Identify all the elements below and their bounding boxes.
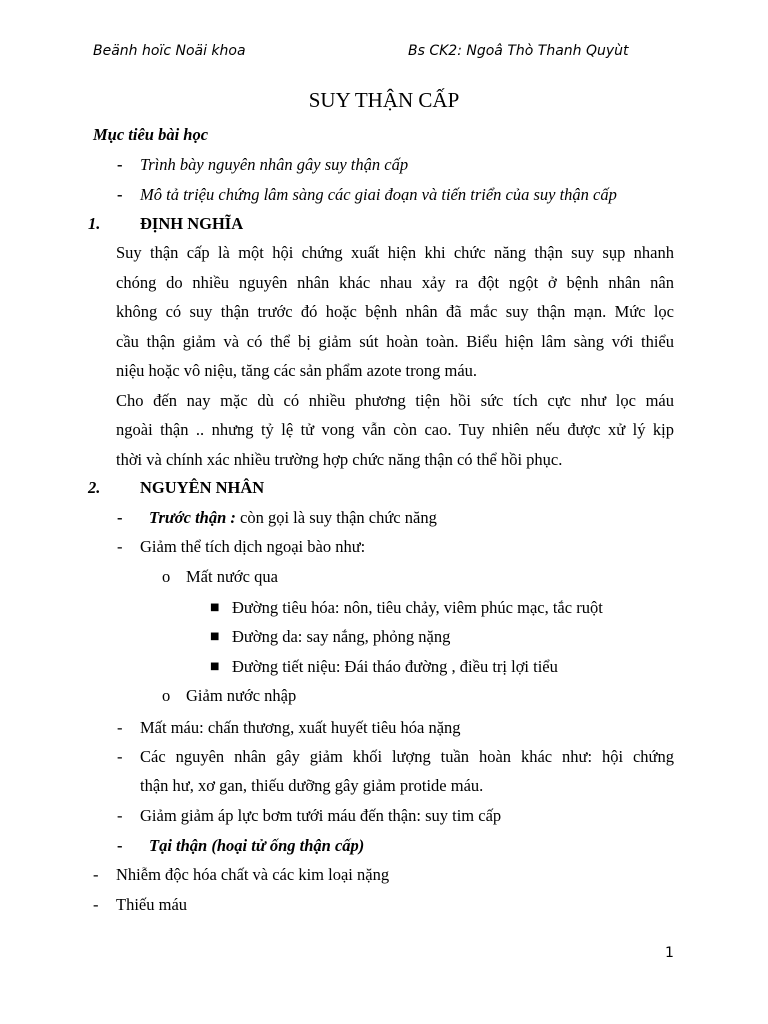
definition-line: chóng do nhiều nguyên nhân khác nhau xảy ra đột ngột ở bệnh nhân nân — [116, 273, 674, 292]
square-bullet: ■ — [210, 602, 220, 613]
route-item: Đường tiết niệu: Đái tháo đường , điều trị lợi tiểu — [232, 657, 558, 676]
definition-line: niệu hoặc vô niệu, tăng các sản phẩm azote trong máu. — [116, 361, 478, 380]
perfusion-item: Giảm giảm áp lực bơm tưới máu đến thận: suy tim cấp — [140, 806, 502, 825]
definition-line: Suy thận cấp là một hội chứng xuất hiện khi chức năng thận suy sụp nhanh — [116, 243, 674, 262]
anemia-item: Thiếu máu — [116, 895, 188, 914]
volume-loss-item: Giảm thể tích dịch ngoại bào như: — [140, 537, 366, 556]
prerenal-item — [149, 508, 437, 528]
section2-title: NGUYÊN NHÂN — [140, 478, 265, 497]
prognosis-line: ngoài thận .. nhưng tỷ lệ tử vong vẫn còn cao. Tuy nhiên nếu được xử lý kịp — [116, 420, 674, 439]
list-dash: - — [117, 747, 123, 766]
page-title: SUY THẬN CẤP — [308, 88, 460, 112]
section1-title: ĐỊNH NGHĨA — [140, 214, 244, 233]
toxic-item: Nhiễm độc hóa chất và các kim loại nặng — [116, 865, 390, 884]
list-dash: - — [117, 806, 123, 825]
section2-number: 2. — [88, 478, 101, 497]
reduced-intake-item: Giảm nước nhập — [186, 686, 297, 705]
definition-line: cầu thận giảm và có thể bị giảm sút hoàn toàn. Biểu hiện lâm sàng với thiểu — [116, 332, 674, 351]
objective-dash: - — [117, 155, 123, 174]
prerenal-label: Trước thận : — [149, 508, 236, 527]
page-number: 1 — [665, 945, 674, 961]
fluid-loss-item: Mất nước qua — [186, 567, 278, 586]
list-dash: - — [117, 537, 123, 556]
list-dash: - — [117, 508, 123, 527]
list-dash: - — [117, 718, 123, 737]
objective-item: Mô tả triệu chứng lâm sàng các giai đoạn và tiến triển của suy thận cấp — [140, 185, 617, 204]
prognosis-line: Cho đến nay mặc dù có nhiều phương tiện hồi sức tích cực như lọc máu — [116, 391, 674, 410]
objectives-heading: Mục tiêu bài học — [93, 125, 209, 144]
section1-number: 1. — [88, 214, 101, 233]
circle-bullet: o — [162, 567, 171, 586]
list-dash: - — [117, 836, 123, 855]
prerenal-text: còn gọi là suy thận chức năng — [235, 508, 437, 527]
square-bullet: ■ — [210, 631, 220, 642]
definition-line: không có suy thận trước đó hoặc bệnh nhân đã mắc suy thận mạn. Mức lọc — [116, 302, 674, 321]
other-causes-line: Các nguyên nhân gây giảm khối lượng tuần hoàn khác như: hội chứng — [140, 747, 674, 766]
other-causes-line: thận hư, xơ gan, thiếu dưỡng gây giảm protide máu. — [140, 776, 484, 795]
objective-dash: - — [117, 185, 123, 204]
header-left: Beänh hoïc Noäi khoa — [93, 43, 246, 59]
blood-loss-item: Mất máu: chấn thương, xuất huyết tiêu hóa nặng — [140, 718, 461, 737]
square-bullet: ■ — [210, 661, 220, 672]
list-dash: - — [93, 895, 99, 914]
header-right: Bs CK2: Ngoâ Thò Thanh Quyùt — [408, 43, 629, 59]
objective-item: Trình bày nguyên nhân gây suy thận cấp — [140, 155, 409, 174]
circle-bullet: o — [162, 686, 171, 705]
intrarenal-item: Tại thận (hoại tử ống thận cấp) — [149, 836, 365, 855]
route-item: Đường da: say nắng, phỏng nặng — [232, 627, 451, 646]
route-item: Đường tiêu hóa: nôn, tiêu chảy, viêm phúc mạc, tắc ruột — [232, 598, 603, 617]
list-dash: - — [93, 865, 99, 884]
prognosis-line: thời và chính xác nhiều trường hợp chức năng thận có thể hồi phục. — [116, 450, 563, 469]
